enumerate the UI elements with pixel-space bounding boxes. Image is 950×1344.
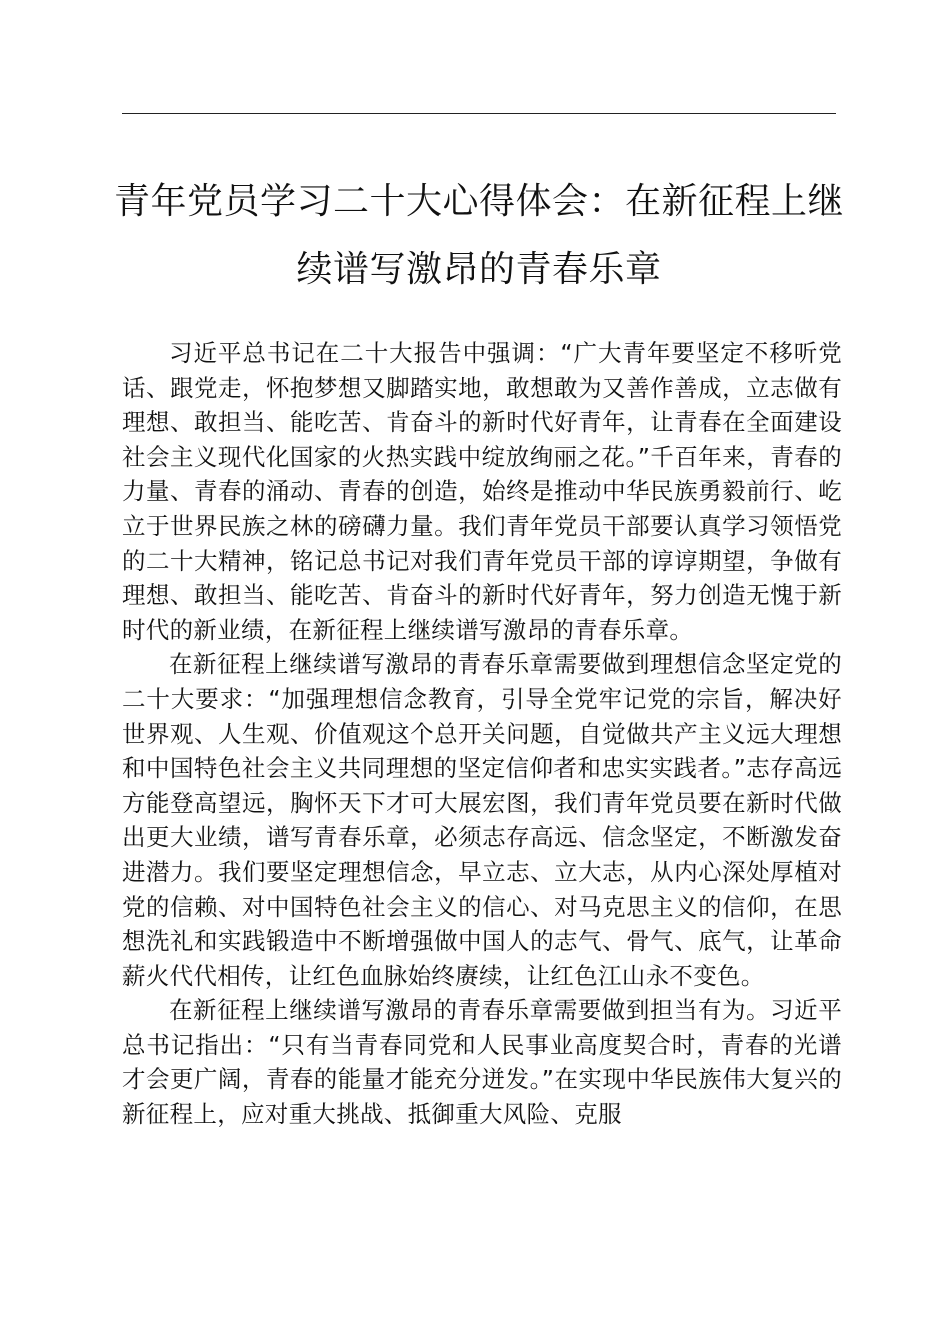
paragraph-1: 习近平总书记在二十大报告中强调：“广大青年要坚定不移听党话、跟党走，怀抱梦想又脚踏实地，敢想敢为又善作善成，立志做有理想、敢担当、能吃苦、肯奋斗的新时代好青年，让青春在全面建设社会主义现代化国家的火热实践中绽放绚丽之花。”千百年来，青春的力量、青春的涌动、青春的创造，始终是推动中华民族勇毅前行、屹立于世界民族之林的磅礴力量。我们青年党员干部要认真学习领悟党的二十大精神，铭记总书记对我们青年党员干部的谆谆期望，争做有理想、敢担当、能吃苦、肯奋斗的新时代好青年，努力创造无愧于新时代的新业绩，在新征程上继续谱写激昂的青春乐章。: [122, 339, 842, 644]
paragraph-2: 在新征程上继续谱写激昂的青春乐章需要做到理想信念坚定党的二十大要求：“加强理想信念教育，引导全党牢记党的宗旨，解决好世界观、人生观、价值观这个总开关问题，自觉做共产主义远大理想和中国特色社会主义共同理想的坚定信仰者和忠实实践者。”志存高远方能登高望远，胸怀天下才可大展宏图，我们青年党员要在新时代做出更大业绩，谱写青春乐章，必须志存高远、信念坚定，不断激发奋进潜力。我们要坚定理想信念，早立志、立大志，从内心深处厚植对党的信赖、对中国特色社会主义的信心、对马克思主义的信仰，在思想洗礼和实践锻造中不断增强做中国人的志气、骨气、底气，让革命薪火代代相传，让红色血脉始终赓续，让红色江山永不变色。: [122, 650, 842, 990]
title-line-2: 续谱写激昂的青春乐章: [296, 249, 662, 290]
title-line-1: 青年党员学习二十大心得体会：在新征程上继: [113, 181, 844, 222]
paragraph-3: 在新征程上继续谱写激昂的青春乐章需要做到担当有为。习近平总书记指出：“只有当青春同党和人民事业高度契合时，青春的光谱才会更广阔，青春的能量才能充分迸发。”在实现中华民族伟大复兴的新征程上，应对重大挑战、抵御重大风险、克服: [122, 996, 842, 1129]
document-body: [122, 336, 842, 1132]
document-title: [112, 168, 846, 304]
header-rule: [122, 113, 836, 114]
